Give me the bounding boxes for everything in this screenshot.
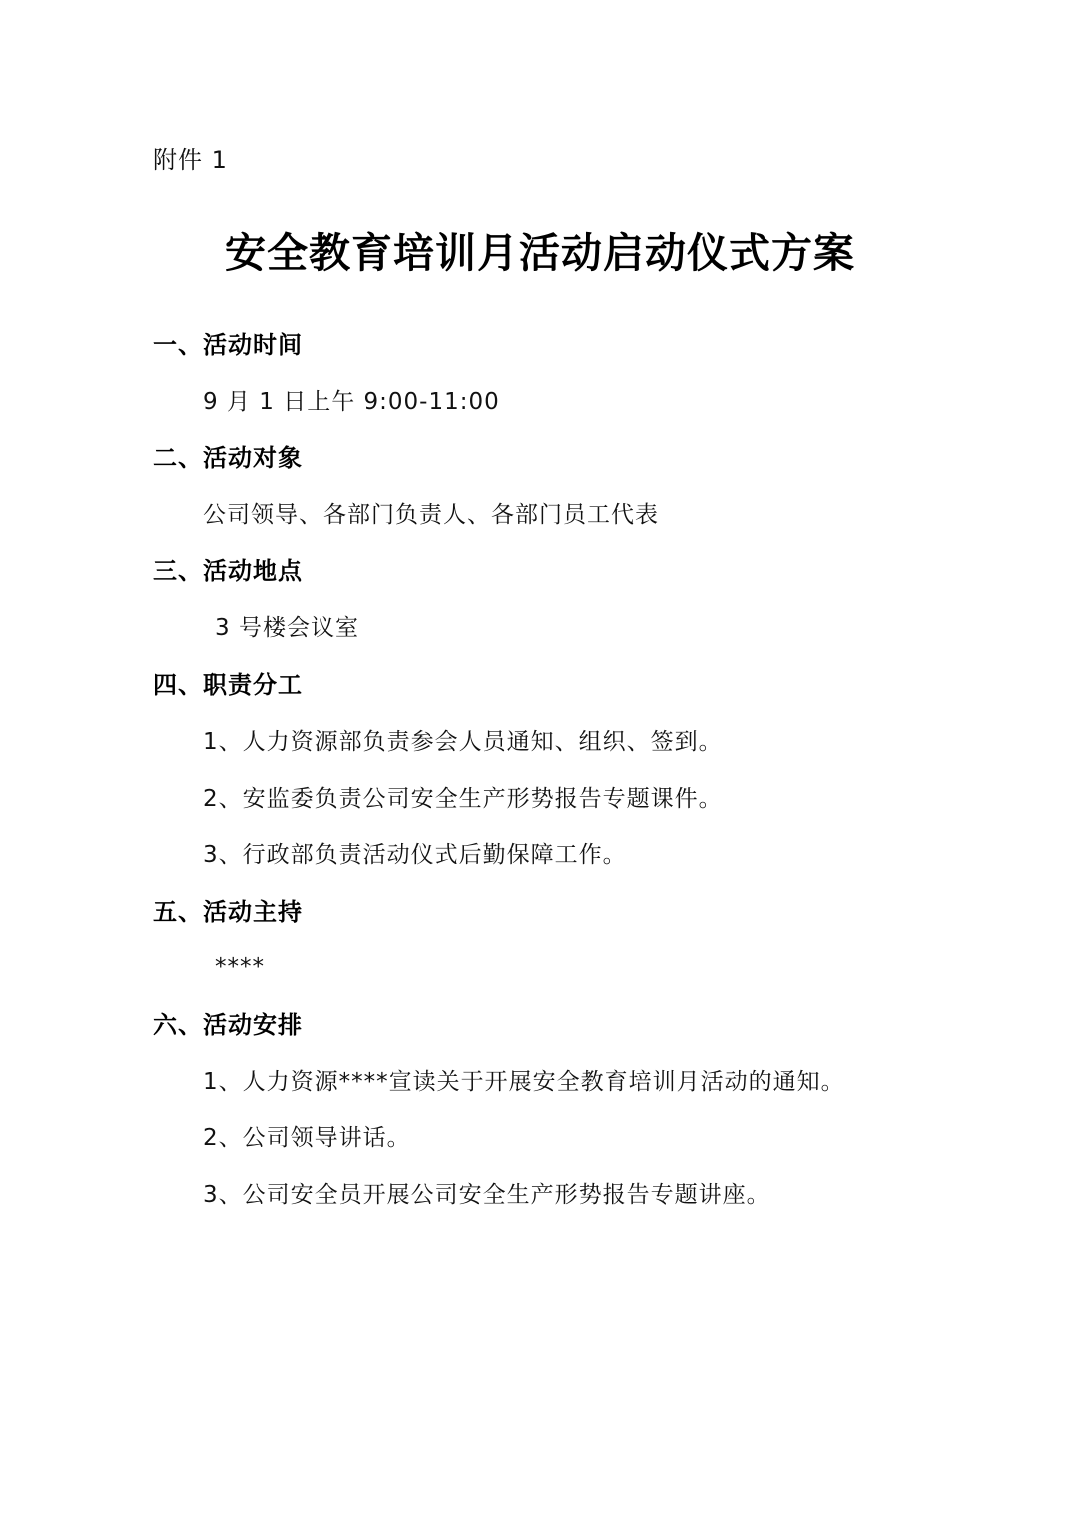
section-item-arrangement-3: 3、公司安全员开展公司安全生产形势报告专题讲座。 [203, 1182, 771, 1208]
section-heading-arrangement: 六、活动安排 [153, 1011, 303, 1039]
section-item-host: **** [215, 954, 265, 980]
section-item-responsibility-1: 1、人力资源部负责参会人员通知、组织、签到。 [203, 729, 723, 755]
section-heading-host: 五、活动主持 [153, 898, 303, 926]
section-item-time: 9 月 1 日上午 9:00-11:00 [203, 389, 500, 415]
section-heading-time: 一、活动时间 [153, 331, 303, 359]
section-heading-location: 三、活动地点 [153, 557, 303, 585]
section-item-audience: 公司领导、各部门负责人、各部门员工代表 [203, 502, 659, 528]
page-title: 安全教育培训月活动启动仪式方案 [225, 229, 855, 277]
section-heading-audience: 二、活动对象 [153, 444, 303, 472]
section-heading-responsibilities: 四、职责分工 [153, 671, 303, 699]
section-item-arrangement-1: 1、人力资源****宣读关于开展安全教育培训月活动的通知。 [203, 1069, 845, 1095]
attachment-label: 附件 1 [153, 146, 228, 174]
section-item-location: 3 号楼会议室 [215, 615, 359, 641]
section-item-arrangement-2: 2、公司领导讲话。 [203, 1125, 411, 1151]
section-item-responsibility-3: 3、行政部负责活动仪式后勤保障工作。 [203, 842, 627, 868]
section-item-responsibility-2: 2、安监委负责公司安全生产形势报告专题课件。 [203, 786, 723, 812]
